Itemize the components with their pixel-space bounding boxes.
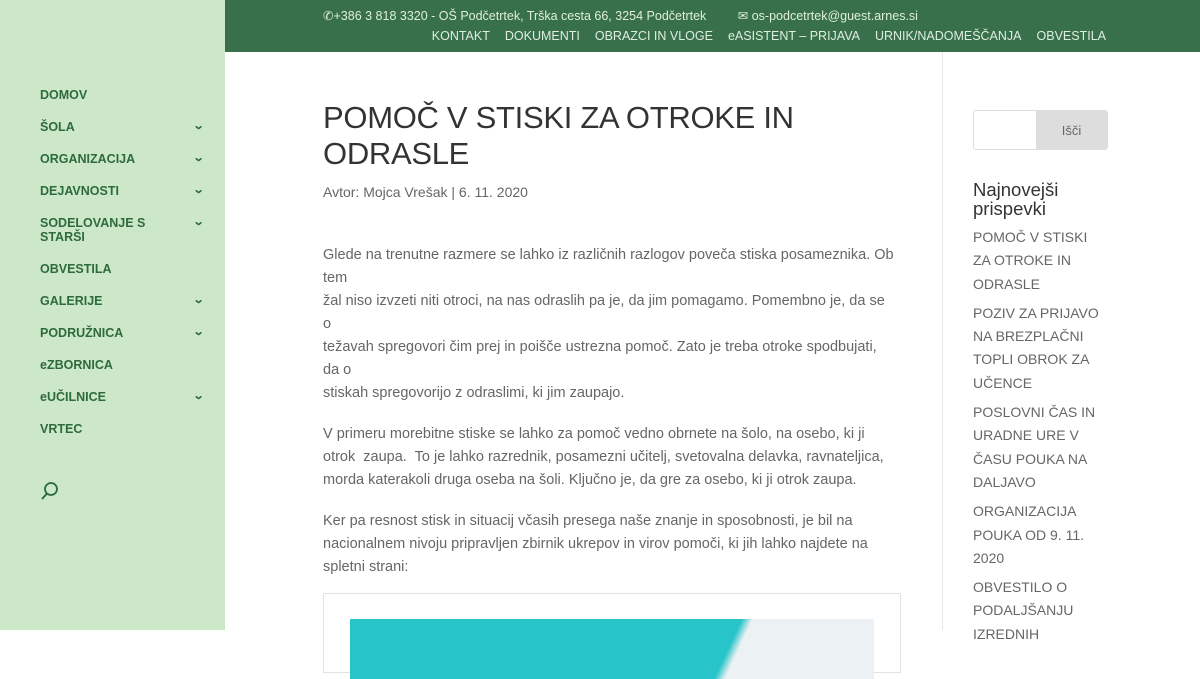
sidebar	[0, 0, 225, 630]
recent-post-link[interactable]: POZIV ZA PRIJAVO NA BREZPLAČNI TOPLI OBROK ZA UČENCE	[973, 304, 1099, 391]
top-nav	[417, 29, 1106, 43]
menu-item-label: VRTEC	[40, 422, 83, 436]
main-menu	[40, 88, 205, 454]
recent-posts-title: Najnovejši prispevki	[973, 179, 1059, 219]
menu-item-label: GALERIJE	[40, 294, 103, 308]
nav-link[interactable]: DOKUMENTI	[504, 29, 580, 43]
menu-item-label: eUČILNICE	[40, 390, 106, 404]
text-line: Ker pa resnost stisk in situacij včasih presega naše znanje in sposobnosti, je bil na	[323, 513, 853, 529]
nav-link[interactable]: eASISTENT – PRIJAVA	[727, 29, 860, 43]
paragraph	[323, 423, 901, 492]
menu-item[interactable]	[40, 358, 205, 372]
recent-post-link[interactable]: POSLOVNI ČAS IN URADNE URE V ČASU POUKA NA DALJAVO	[973, 404, 1096, 490]
recent-post-link[interactable]: OBVESTILO O PODALJŠANJU IZREDNIH	[973, 579, 1074, 642]
post-image[interactable]	[350, 619, 874, 679]
text-line: morda katerakoli druga oseba na šoli. Ključno je, da gre za osebo, ki ji otrok zaupa.	[323, 472, 857, 488]
chevron-down-icon[interactable]: ⌄	[192, 326, 205, 338]
text-line: Glede na trenutne razmere se lahko iz različnih razlogov poveča stiska posameznika. Ob	[323, 247, 894, 263]
menu-item-label: ORGANIZACIJA	[40, 152, 136, 166]
text-line: nacionalnem nivoju pripravljen zbirnik ukrepov in virov pomoči, ki jih lahko najdete na	[323, 536, 868, 552]
text-line: da o	[323, 362, 352, 378]
recent-posts	[973, 226, 1108, 646]
paragraph	[323, 510, 901, 579]
menu-item[interactable]	[40, 88, 205, 102]
nav-link[interactable]: KONTAKT	[431, 29, 490, 43]
divider	[942, 52, 943, 630]
chevron-down-icon[interactable]: ⌄	[192, 120, 205, 132]
menu-item-label: DEJAVNOSTI	[40, 184, 119, 198]
right-sidebar	[973, 110, 1108, 652]
chevron-down-icon[interactable]: ⌄	[192, 294, 205, 306]
menu-item[interactable]	[40, 120, 205, 134]
chevron-down-icon[interactable]: ⌄	[192, 390, 205, 402]
search-form	[973, 110, 1108, 150]
text-line: spletni strani:	[323, 559, 409, 575]
email-link[interactable]: ✉ os-podcetrtek@guest.arnes.si	[737, 9, 918, 23]
recent-post-link[interactable]: POMOČ V STISKI ZA OTROKE IN ODRASLE	[973, 229, 1088, 292]
nav-link[interactable]: OBVESTILA	[1036, 29, 1106, 43]
chevron-down-icon[interactable]: ⌄	[192, 216, 205, 228]
nav-link[interactable]: URNIK/NADOMEŠČANJA	[874, 29, 1022, 43]
chevron-down-icon[interactable]: ⌄	[192, 152, 205, 164]
phone-info: ✆+386 3 818 3320 - OŠ Podčetrtek, Trška cesta 66, 3254 Podčetrtek	[323, 9, 707, 23]
menu-item[interactable]	[40, 152, 205, 166]
chevron-down-icon[interactable]: ⌄	[192, 184, 205, 196]
menu-item[interactable]	[40, 326, 205, 340]
search-button[interactable]: Išči	[1036, 111, 1107, 149]
menu-item-label: OBVESTILA	[40, 262, 112, 276]
menu-item[interactable]	[40, 216, 205, 244]
menu-item-label: ŠOLA	[40, 120, 75, 134]
post	[323, 100, 901, 673]
menu-item[interactable]	[40, 390, 205, 404]
text-line: tem	[323, 270, 348, 286]
text-line: otrok zaupa. To je lahko razrednik, posamezni učitelj, svetovalna delavka, ravnateljica,	[323, 449, 884, 465]
page-title: POMOČ V STISKI ZA OTROKE IN ODRASLE	[323, 100, 794, 171]
nav-link[interactable]: OBRAZCI IN VLOGE	[594, 29, 713, 43]
menu-item-label: DOMOV	[40, 88, 88, 102]
recent-post-link[interactable]: ORGANIZACIJA POUKA OD 9. 11. 2020	[973, 503, 1085, 566]
text-line: o	[323, 316, 332, 332]
top-bar	[225, 0, 1200, 52]
paragraph	[323, 244, 901, 405]
menu-item[interactable]	[40, 184, 205, 198]
menu-item-label: PODRUŽNICA	[40, 326, 124, 340]
search-input[interactable]	[974, 111, 1036, 149]
menu-item[interactable]	[40, 294, 205, 308]
text-line: stiskah spregovorijo z odraslimi, ki jim zaupajo.	[323, 385, 625, 401]
post-image-frame	[323, 593, 901, 673]
menu-item[interactable]	[40, 422, 205, 436]
text-line: žal niso izvzeti niti otroci, na nas odraslih pa je, da jim pomagamo. Pomembno je, da se	[323, 293, 885, 309]
search-icon[interactable]	[40, 481, 60, 501]
menu-item[interactable]	[40, 262, 205, 276]
menu-item-label: eZBORNICA	[40, 358, 113, 372]
post-meta: Avtor: Mojca Vrešak | 6. 11. 2020	[323, 184, 528, 200]
text-line: težavah spregovori čim prej in poišče ustrezna pomoč. Zato je treba otroke spodbujati,	[323, 339, 877, 355]
menu-item-label: SODELOVANJE S STARŠI	[40, 216, 146, 244]
text-line: V primeru morebitne stiske se lahko za pomoč vedno obrnete na šolo, na osebo, ki ji	[323, 426, 865, 442]
